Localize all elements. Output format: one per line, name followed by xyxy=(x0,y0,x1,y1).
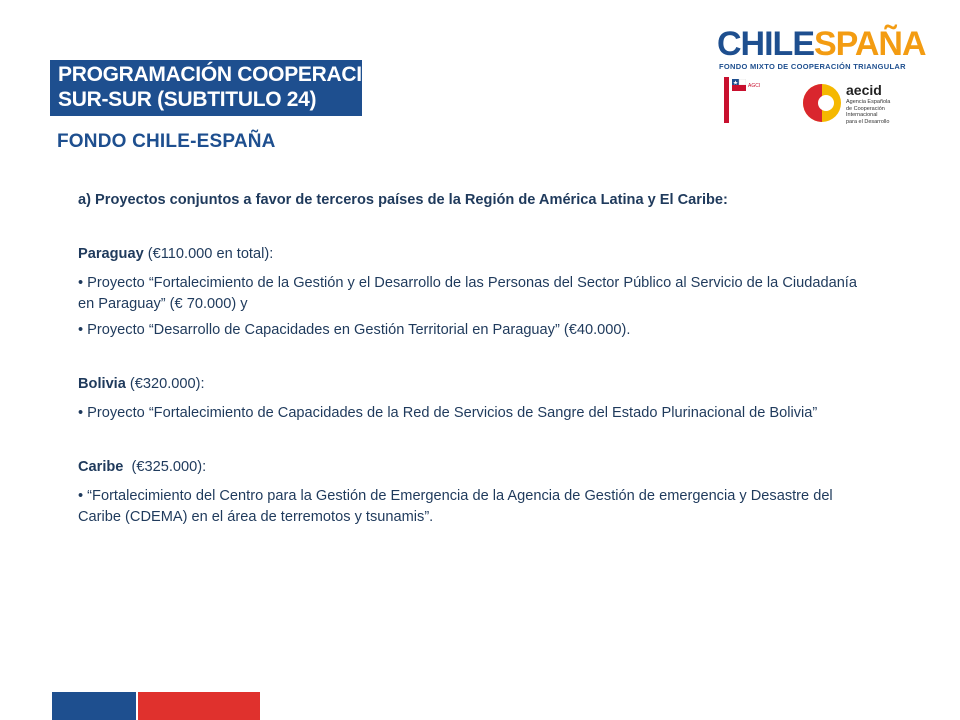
list-item: • Proyecto “Fortalecimiento de la Gestión y el Desarrollo de las Personas del Sector Público al Servicio de la Ciudadanía en Paraguay” (€ 70.000) y xyxy=(78,275,857,312)
logo-espana-text: SPAÑA xyxy=(814,25,926,63)
aecid-desc-line: Internacional xyxy=(846,112,878,118)
banner-line-1: PROGRAMACIÓN COOPERACIÓN xyxy=(58,63,393,86)
paraguay-project-2: Proyecto “Desarrollo de Capacidades en Gestión Territorial en Paraguay” (€40.000). xyxy=(87,322,631,338)
paraguay-heading xyxy=(78,244,858,265)
bolivia-amount: (€320.000): xyxy=(125,376,205,392)
agci-text: AGCI xyxy=(748,83,761,89)
bolivia-name: Bolivia xyxy=(78,376,126,392)
list-item: • Proyecto “Desarrollo de Capacidades en Gestión Territorial en Paraguay” (€40.000). xyxy=(78,322,631,338)
logo-chile-text: CHILE xyxy=(717,25,814,63)
aecid-desc-line: Agencia Española xyxy=(846,99,891,105)
banner-line-2: SUR-SUR (SUBTITULO 24) xyxy=(58,88,317,111)
agci-logo xyxy=(724,77,780,123)
logo-subtitle: FONDO MIXTO DE COOPERACIÓN TRIANGULAR xyxy=(719,62,906,71)
paraguay-amount: (€110.000 en total): xyxy=(143,246,274,262)
agci-red-bar xyxy=(724,77,729,123)
list-item: • “Fortalecimiento del Centro para la Gestión de Emergencia de la Agencia de Gestión de emergencia y Desastre del Caribe (CDEMA) en el área de terremotos y tsunamis”. xyxy=(78,488,833,525)
intro-heading: a) Proyectos conjuntos a favor de terceros países de la Región de América Latina y El Caribe: xyxy=(78,192,728,208)
list-item: • Proyecto “Fortalecimiento de Capacidades de la Red de Servicios de Sangre del Estado Plurinacional de Bolivia” xyxy=(78,405,818,421)
flag-red-stripe xyxy=(138,692,260,720)
bolivia-project-1: Proyecto “Fortalecimiento de Capacidades de la Red de Servicios de Sangre del Estado Plurinacional de Bolivia” xyxy=(87,405,818,421)
chilespana-logo xyxy=(717,26,926,62)
paraguay-project-1: Proyecto “Fortalecimiento de la Gestión y el Desarrollo de las Personas del Sector Público al Servicio de la Ciudadanía en Paraguay” (€ 70.000) y xyxy=(78,275,857,312)
flag-blue-stripe xyxy=(52,692,136,720)
paraguay-name: Paraguay xyxy=(78,246,144,262)
bolivia-heading xyxy=(78,374,858,395)
aecid-logo xyxy=(800,79,910,127)
caribe-heading xyxy=(78,457,858,478)
aecid-desc-line: para el Desarrollo xyxy=(846,118,890,125)
caribe-name: Caribe xyxy=(78,459,124,475)
aecid-c-icon xyxy=(800,81,844,125)
caribe-amount: (€325.000): xyxy=(123,459,207,475)
aecid-name: aecid xyxy=(846,82,882,98)
title-banner xyxy=(50,60,393,116)
chile-shield-icon xyxy=(732,79,746,91)
main-content xyxy=(78,190,858,528)
caribe-project-1: “Fortalecimiento del Centro para la Gestión de Emergencia de la Agencia de Gestión de emergencia y Desastre del Caribe (CDEMA) en el área de terremotos y tsunamis”. xyxy=(78,488,833,525)
aecid-desc-line: de Cooperación xyxy=(846,105,885,112)
aecid-description xyxy=(846,99,890,125)
fondo-title: FONDO CHILE-ESPAÑA xyxy=(57,131,276,152)
